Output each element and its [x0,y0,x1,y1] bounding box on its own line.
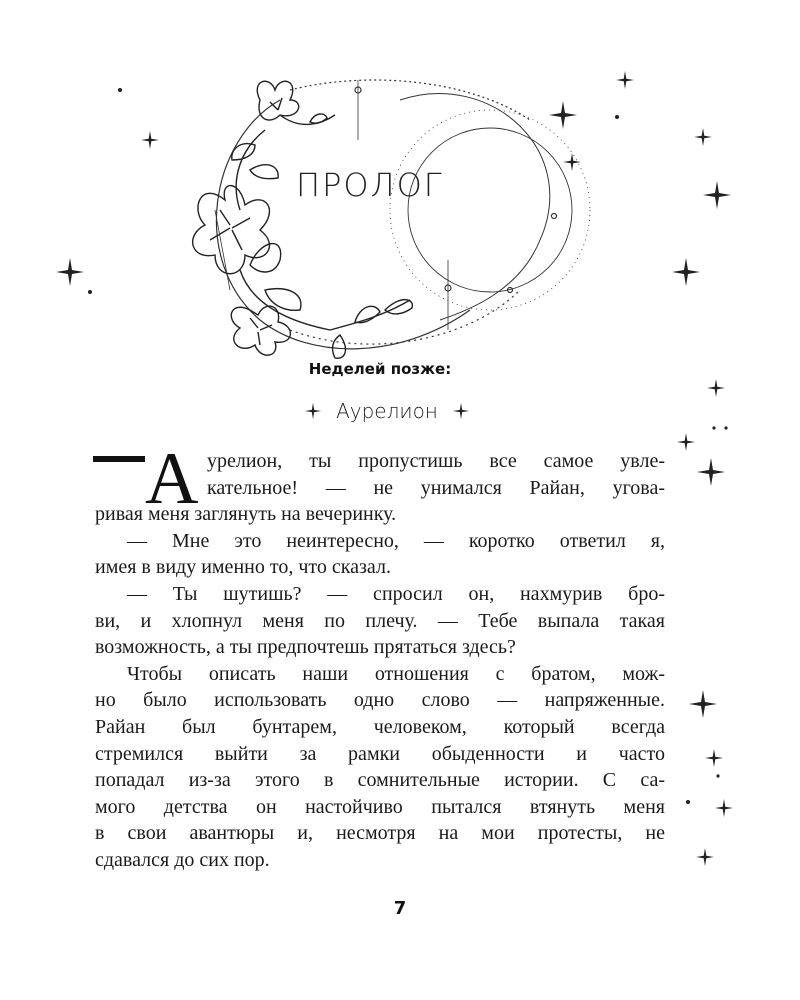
text-line: в свои авантюры и, несмотря на мои протесты, не [95,822,665,845]
sparkle-star-icon [696,848,714,866]
sparkle-star-icon [703,181,731,209]
narrator-heading [282,396,492,426]
sparkle-star-icon [715,799,733,817]
sparkle-star-icon [707,379,725,397]
text-line: — Ты шутишь? — спросил он, нахмурив бро- [127,582,665,605]
text-line: сдавался до сих пор. [95,848,270,871]
page-number: 7 [393,898,407,919]
sparkle-star-icon [689,690,717,718]
sparkle-star-icon [56,258,84,286]
drop-cap: А [145,438,199,520]
text-line: но было использовать одно слово — напряженные. [95,689,665,712]
text-line: ви, и хлопнул меня по плечу. — Тебе выпала такая [95,609,665,632]
sparkle-star-icon [304,402,322,420]
text-line: попадал из-за этого в сомнительные истории. С са- [95,769,665,792]
dialogue-dash [93,456,145,462]
text-line: имея в виду именно то, что сказал. [95,556,391,579]
sparkle-star-icon [677,433,695,451]
text-line: возможность, а ты предпочтешь прятаться здесь? [95,636,516,659]
sparkle-star-icon [616,71,634,89]
sparkle-star-icon [672,258,700,286]
text-line: Райан был бунтарем, человеком, который всегда [95,715,665,738]
sparkle-star-icon [705,749,723,767]
body-text [95,438,665,874]
text-line: ривая меня заглянуть на вечеринку. [95,503,397,526]
paragraph [95,528,665,581]
sparkle-star-icon [697,458,725,486]
chapter-subheading: Неделей позже: [308,360,452,378]
text-line: кательное! — не унимался Райан, угова- [207,476,665,499]
text-line: Чтобы описать наши отношения с братом, мож- [127,662,665,685]
chapter-title: ПРОЛОГ [296,166,444,204]
sparkle-star-icon [141,131,159,149]
text-line: — Мне это неинтересно, — коротко ответил я, [127,529,665,552]
paragraph [95,581,665,661]
text-line: мого детства он настойчиво пытался втянуть меня [95,795,665,818]
text-line: урелион, ты пропустишь все самое увле- [207,450,665,472]
paragraph [95,438,665,528]
sparkle-star-icon [694,128,712,146]
sparkle-star-icon [452,402,470,420]
floral-wreath-icon [170,60,610,380]
text-line: стремился выйти за рамки обыденности и часто [95,742,665,765]
narrator-name: Аурелион [336,399,438,423]
paragraph [95,661,665,874]
